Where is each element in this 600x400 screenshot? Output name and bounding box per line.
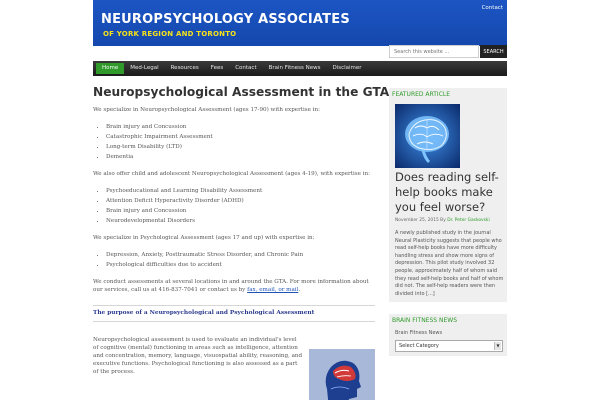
list-item: • Psychoeducational and Learning Disability Assessment: [106, 186, 375, 196]
adult-expertise-list: [106, 122, 375, 162]
search-form: [389, 45, 507, 58]
site-title[interactable]: NEUROPSYCHOLOGY ASSOCIATES: [101, 12, 350, 27]
list-item: • Dementia: [106, 152, 375, 162]
intro-child: We also offer child and adolescent Neuropsychological Assessment (ages 4-19), with expertise in:: [93, 171, 370, 177]
search-input[interactable]: [389, 45, 479, 58]
page-title: Neuropsychological Assessment in the GTA: [93, 85, 390, 99]
contact-text: We conduct assessments at several locations in and around the GTA. For more information about our services, call us at 416-837-7041 or contact us by: [93, 279, 369, 293]
main-content: [93, 85, 390, 376]
contact-paragraph: [93, 278, 375, 294]
list-item: • Attention Deficit Hyperactivity Disorder (ADHD): [106, 196, 375, 206]
list-item: • Catastrophic Impairment Assessment: [106, 132, 375, 142]
nav-item-brain-fitness-news[interactable]: Brain Fitness News: [268, 65, 321, 71]
nav-item-contact[interactable]: Contact: [235, 65, 257, 71]
main-nav: [93, 61, 507, 76]
brain-icon: [395, 104, 460, 168]
nav-item-disclaimer[interactable]: Disclaimer: [332, 65, 362, 71]
article-meta: [395, 218, 505, 223]
intro-psychological: We specialize in Psychological Assessment (ages 17 and up) with expertise in:: [93, 235, 315, 241]
list-item: • Depression, Anxiety, Posttraumatic Stress Disorder, and Chronic Pain: [106, 250, 375, 260]
divider: [93, 321, 375, 322]
brain-fitness-title: BRAIN FITNESS NEWS: [392, 317, 458, 325]
contact-methods-link[interactable]: fax, email, or mail: [247, 287, 299, 293]
chevron-down-icon: ▼: [494, 342, 501, 350]
brain-fitness-label: Brain Fitness News: [395, 330, 443, 337]
nav-item-resources[interactable]: Resources: [170, 65, 199, 71]
list-item: • Neurodevelopmental Disorders: [106, 216, 375, 226]
intro-adult: We specialize in Neuropsychological Assessment (ages 17-90) with expertise in:: [93, 107, 321, 113]
psychological-expertise-list: [106, 250, 375, 270]
head-profile-icon: [309, 349, 375, 400]
list-item: • Psychological difficulties due to accident: [106, 260, 375, 270]
brain-image: [309, 349, 375, 400]
article-excerpt: A newly published study in the journal Neural Plasticity suggests that people who read self-help books have more difficulty handling stress and show more signs of depression. This pilot study involved 32 people, approximately half of whom said they read self-help books and half of whom did not. The self-help readers were then divided into [...]: [395, 230, 504, 297]
featured-article-link[interactable]: Does reading self-help books make you feel worse?: [395, 170, 499, 214]
purpose-paragraph: Neuropsychological assessment is used to evaluate an individual's level of cognitive (mental) functioning in areas such as intelligence, attention and concentration, memory, language, visuospatial ability, reasoning, and executive functions. Psychological functioning is also assessed as a part of the process.: [93, 337, 303, 375]
category-select-value: Select Category: [399, 343, 439, 350]
search-button[interactable]: SEARCH: [480, 45, 507, 58]
featured-article-title: FEATURED ARTICLE: [392, 91, 451, 98]
sidebar: [389, 88, 507, 356]
purpose-heading: The purpose of a Neuropsychological and Psychological Assessment: [93, 310, 315, 316]
article-author-link[interactable]: Dr. Peter Gaskovski: [447, 218, 490, 223]
site-tagline: OF YORK REGION AND TORONTO: [103, 30, 237, 38]
article-date: November 25, 2015 By: [395, 218, 448, 223]
nav-item-med-legal[interactable]: Med-Legal: [130, 65, 159, 71]
category-select[interactable]: [395, 340, 503, 352]
nav-item-fees[interactable]: Fees: [210, 65, 224, 71]
list-item: • Brain injury and Concussion: [106, 122, 375, 132]
child-expertise-list: [106, 186, 375, 226]
featured-article-widget: [389, 88, 507, 302]
list-item: • Brain injury and Concussion: [106, 206, 375, 216]
top-contact-link[interactable]: Contact: [481, 5, 503, 11]
brain-fitness-widget: [389, 314, 507, 356]
divider: [93, 305, 375, 306]
list-item: • Long-term Disability (LTD): [106, 142, 375, 152]
contact-end: .: [298, 287, 301, 293]
nav-item-home[interactable]: Home: [96, 63, 124, 74]
site-header: [93, 0, 507, 46]
featured-article-image[interactable]: [395, 104, 460, 168]
